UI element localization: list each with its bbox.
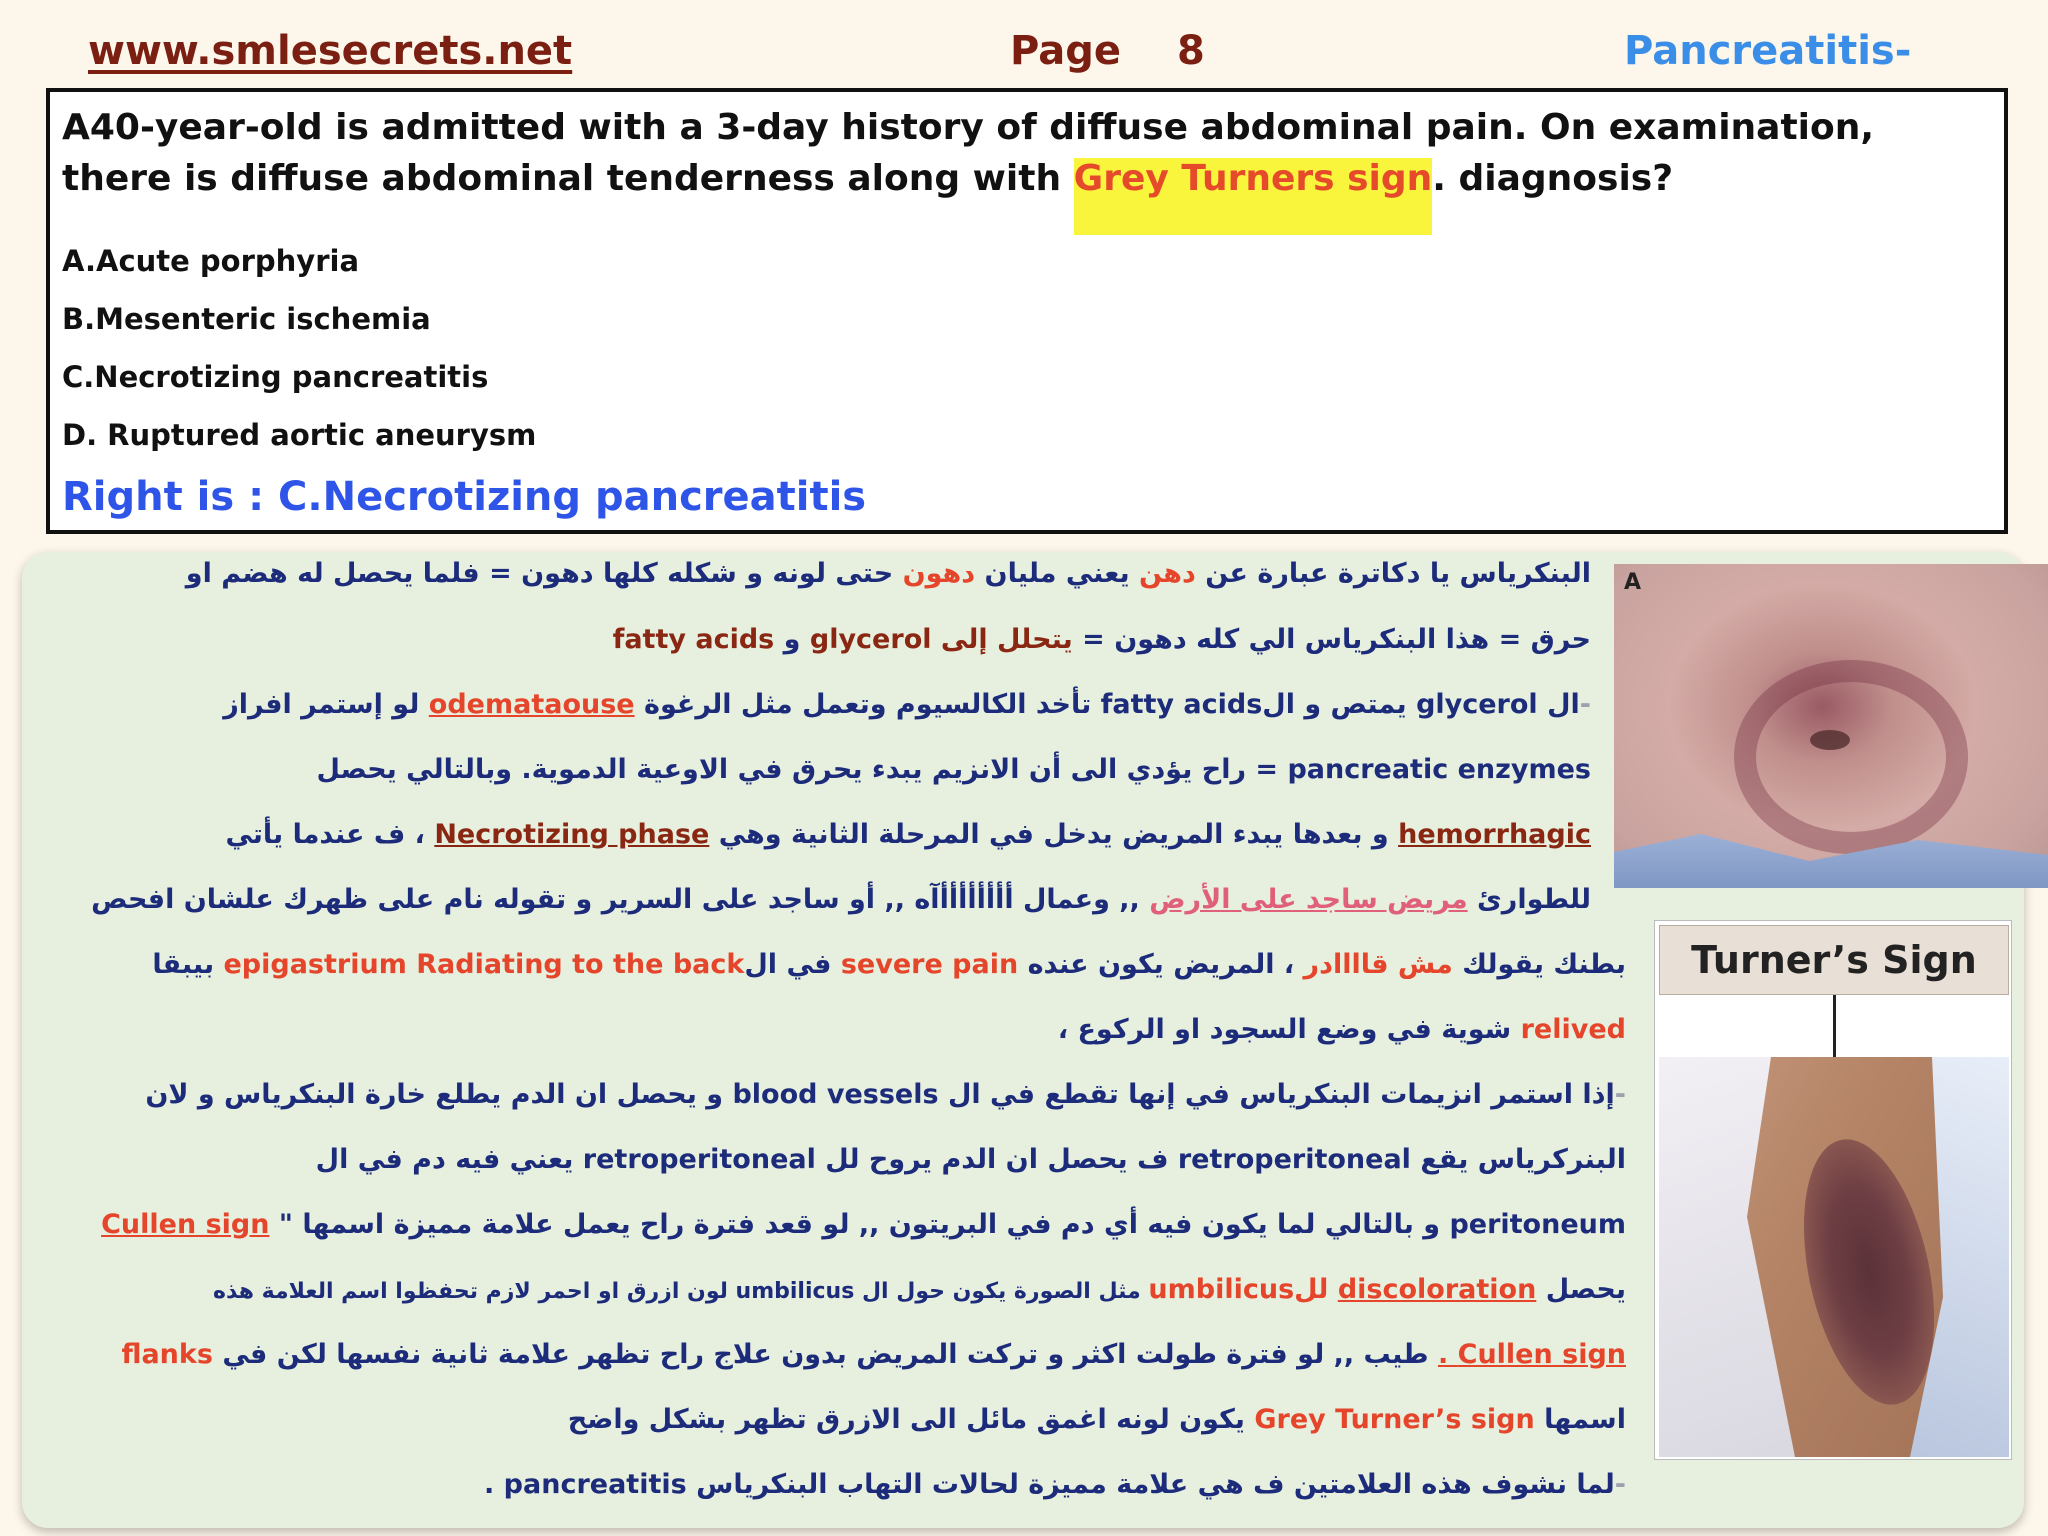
text-run: لما نشوف هذه العلامتين ف هي علامة مميزة لحالات التهاب البنكرياس: [686, 1469, 1615, 1500]
text-run: البنركرياس يقع: [1410, 1144, 1626, 1175]
text-run: دهن: [1138, 558, 1196, 589]
text-run: اسمها: [1534, 1404, 1626, 1435]
text-run: ال: [1537, 689, 1580, 720]
turner-caption: Turner’s Sign: [1659, 925, 2009, 995]
sheet: [1659, 1057, 1819, 1457]
text-run: حرق = هذا البنكرياس الي كله دهون =: [1072, 624, 1591, 655]
text-run: relived: [1520, 1014, 1626, 1045]
question-stem: A40-year-old is admitted with a 3-day history of diffuse abdominal pain. On examination, there is diffuse abdominal tenderness along with: [62, 107, 1875, 199]
text-run: بيبقا: [152, 949, 224, 980]
text-run: لو إستمر افراز: [223, 689, 429, 720]
text-run: peritoneum: [1449, 1209, 1626, 1240]
explanation-line: [316, 750, 1591, 790]
text-run: يحصل: [1536, 1274, 1626, 1305]
caption-pointer: [1833, 995, 1836, 1065]
explanation-line: [145, 1075, 1626, 1115]
text-run: يتحلل إلى: [940, 624, 1073, 655]
text-run: لل: [1294, 1274, 1338, 1305]
text-run: طيب ,, لو فترة طولت اكثر و تركت المريض بدون علاج راح تظهر علامة ثانية نفسها لكن في: [212, 1339, 1438, 1370]
text-run: retroperitoneal: [1177, 1144, 1411, 1175]
text-run: و: [783, 624, 801, 655]
option-a: A.Acute porphyria: [62, 244, 360, 278]
text-run: discoloration: [1337, 1274, 1537, 1305]
highlighted-sign: Grey Turners sign: [1074, 158, 1433, 235]
text-run: و بعدها يبدء المريض يدخل في المرحلة الثانية وهي: [709, 819, 1399, 850]
text-run: في ال: [744, 949, 841, 980]
turner-sign-figure: [1654, 920, 2012, 1460]
text-run: مش قاااادر: [1303, 949, 1453, 980]
text-run: مثل الصورة يكون حول ال umbilicus لون ازرق او احمر لازم تحفظوا اسم العلامة هذه: [213, 1279, 1149, 1304]
text-run: odemataouse: [428, 689, 635, 720]
text-run: glycerol: [800, 624, 941, 655]
site-link[interactable]: www.smlesecrets.net: [88, 28, 573, 74]
text-run: Grey Turner’s sign: [1254, 1404, 1535, 1435]
text-run: ، ف عندما يأتي: [225, 819, 435, 850]
explanation-line: [101, 1205, 1626, 1245]
explanation-line: [225, 815, 1591, 855]
explanation-line: [152, 945, 1626, 985]
explanation-line: [568, 1400, 1626, 1440]
text-run: Cullen sign: [101, 1209, 270, 1240]
explanation-line: [223, 685, 1591, 725]
text-run: و بالتالي لما يكون فيه أي دم في البريتون ,, لو قعد فترة راح يعمل علامة مميزة اسمها ": [269, 1209, 1450, 1240]
photo-label: A: [1624, 570, 1642, 595]
page-indicator: [1010, 28, 1205, 74]
option-c: C.Necrotizing pancreatitis: [62, 360, 489, 394]
text-run: flanks: [121, 1339, 213, 1370]
text-run: ,, وعمال أأأأأأأأآه ,, أو ساجد على السرير و تقوله نام على ظهرك علشان افحص: [91, 884, 1150, 915]
explanation-line: [121, 1335, 1626, 1375]
text-run: fatty acids: [1100, 689, 1263, 720]
explanation-line: [1058, 1010, 1626, 1050]
text-run: يكون لونه اغمق مائل الى الازرق تظهر بشكل واضح: [567, 1404, 1255, 1435]
text-run: يمتص و ال: [1262, 689, 1417, 720]
text-run: .: [484, 1469, 504, 1500]
text-run: يعني مليان: [975, 558, 1139, 589]
text-run: hemorrhagic: [1398, 819, 1591, 850]
text-run: -: [1614, 1079, 1626, 1110]
page-number: 8: [1177, 28, 1205, 74]
text-run: epigastrium Radiating to the back: [223, 949, 745, 980]
explanation-line: [91, 880, 1591, 920]
text-run: البنكرياس يا دكاترة عبارة عن: [1195, 558, 1591, 589]
explanation-line: [213, 1270, 1626, 1312]
text-run: pancreatic enzymes: [1287, 754, 1591, 785]
text-run: ، المريض يكون عنده: [1018, 949, 1304, 980]
text-run: شوية في وضع السجود او الركوع ،: [1057, 1014, 1521, 1045]
umbilicus: [1810, 730, 1850, 750]
text-run: بطنك يقولك: [1452, 949, 1626, 980]
turner-sign-photo: [1659, 1057, 2009, 1457]
question-box: [46, 88, 2008, 534]
option-b: B.Mesenteric ischemia: [62, 302, 431, 336]
text-run: إذا استمر انزيمات البنكرياس في إنها تقطع في ال: [938, 1079, 1615, 1110]
text-run: glycerol: [1416, 689, 1538, 720]
text-run: blood vessels: [732, 1079, 939, 1110]
text-run: Cullen sign .: [1437, 1339, 1626, 1370]
text-run: للطوارئ: [1467, 884, 1591, 915]
cullen-sign-photo: [1614, 564, 2048, 888]
periumbilical-bruise: [1734, 660, 1968, 854]
text-run: و يحصل ان الدم يطلع خارة البنكرياس و لان: [145, 1079, 733, 1110]
text-run: pancreatitis: [503, 1469, 687, 1500]
text-run: = راح يؤدي الى أن الانزيم يبدء يحرق في الاوعية الدموية. وبالتالي يحصل: [316, 754, 1288, 785]
explanation-line: [484, 1465, 1626, 1505]
text-run: دهون: [902, 558, 976, 589]
explanation-line: [613, 620, 1591, 660]
text-run: umbilicus: [1148, 1274, 1295, 1305]
explanation-line: [186, 554, 1591, 594]
text-run: fatty acids: [612, 624, 784, 655]
explanation-line: [316, 1140, 1626, 1180]
text-run: -: [1614, 1469, 1626, 1500]
text-run: مريض ساجد على الأرض: [1149, 884, 1468, 915]
text-run: retroperitoneal: [582, 1144, 816, 1175]
text-run: severe pain: [840, 949, 1019, 980]
page-label: Page: [1010, 28, 1121, 74]
topic-title: Pancreatitis-: [1624, 28, 1912, 74]
text-run: ف يحصل ان الدم يروح لل: [815, 1144, 1178, 1175]
text-run: حتى لونه و شكله كلها دهون = فلما يحصل له هضم او: [185, 558, 903, 589]
text-run: تأخد الكالسيوم وتعمل مثل الرغوة: [634, 689, 1101, 720]
text-run: -: [1579, 689, 1591, 720]
question-text: [62, 102, 1992, 204]
text-run: يعني فيه دم في ال: [315, 1144, 583, 1175]
option-d: D. Ruptured aortic aneurysm: [62, 418, 537, 452]
text-run: Necrotizing phase: [434, 819, 710, 850]
question-end: . diagnosis?: [1432, 158, 1674, 199]
correct-answer: Right is : C.Necrotizing pancreatitis: [62, 474, 867, 520]
